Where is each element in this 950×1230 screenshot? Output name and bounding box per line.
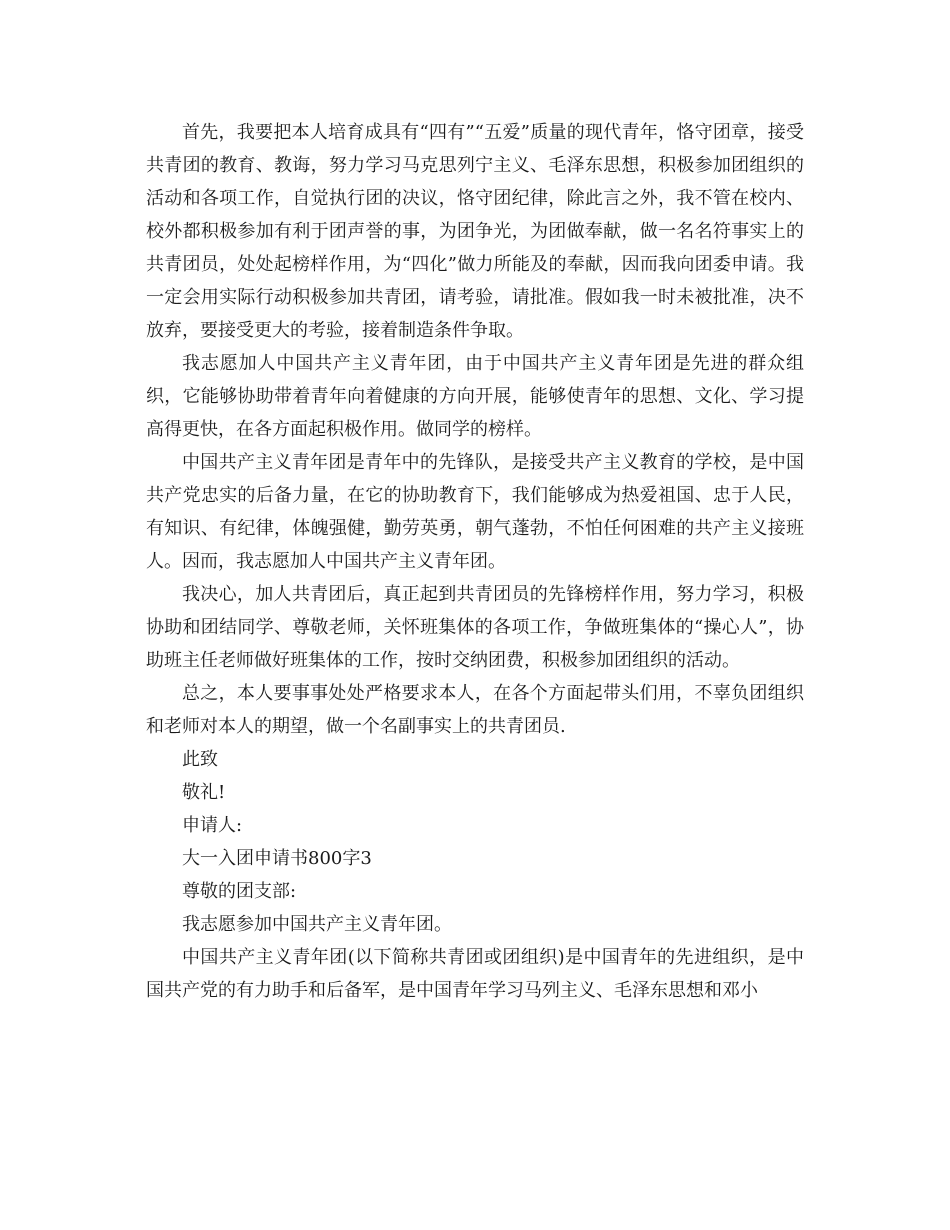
paragraph-final: 中国共产主义青年团(以下简称共青团或团组织)是中国青年的先进组织，是中国共产党的有力助手和后备军，是中国青年学习马列主义、毛泽东思想和邓小 bbox=[146, 947, 804, 1001]
intent-line: 我志愿参加中国共产主义青年团。 bbox=[182, 914, 452, 935]
paragraph-summary: 总之，本人要事事处处严格要求本人，在各个方面起带头们用，不辜负团组织和老师对本人的期望，做一个名副事实上的共青团员. bbox=[146, 683, 804, 737]
section-title: 大一入团申请书800字3 bbox=[182, 848, 372, 869]
paragraph-commitment: 首先，我要把本人培育成具有“四有”“五爱”质量的现代青年，恪守团章，接受共青团的教育、教诲，努力学习马克思列宁主义、毛泽东思想，积极参加团组织的活动和各项工作，自觉执行团的决议，恪守团纪律，除此言之外，我不管在校内、校外都积极参加有利于团声誉的事，为团争光，为团做奉献，做一名名符事实上的共青团员，处处起榜样作用，为“四化”做力所能及的奉献，因而我向团委申请。我一定会用实际行动积极参加共青团，请考验，请批准。假如我一时未被批准，决不放弃，要接受更大的考验，接着制造条件争取。 bbox=[146, 122, 804, 341]
closing-line: 此致 bbox=[182, 749, 218, 770]
paragraph-volunteer: 我志愿加人中国共产主义青年团，由于中国共产主义青年团是先进的群众组织，它能够协助带着青年向着健康的方向开展，能够使青年的思想、文化、学习提高得更快，在各方面起积极作用。做同学的榜样。 bbox=[146, 353, 804, 440]
applicant-line: 申请人: bbox=[182, 815, 243, 836]
paragraph-vanguard: 中国共产主义青年团是青年中的先锋队，是接受共产主义教育的学校，是中国共产党忠实的后备力量，在它的协助教育下，我们能够成为热爱祖国、忠于人民，有知识、有纪律，体魄强健，勤劳英勇，朝气蓬勃，不怕任何困难的共产主义接班人。因而，我志愿加人中国共产主义青年团。 bbox=[146, 452, 804, 572]
greeting-line: 尊敬的团支部: bbox=[182, 881, 297, 902]
paragraph-resolve: 我决心，加人共青团后，真正起到共青团员的先锋榜样作用，努力学习，积极协助和团结同学、尊敬老师，关怀班集体的各项工作，争做班集体的“操心人”，协助班主任老师做好班集体的工作，按时交纳团费，积极参加团组织的活动。 bbox=[146, 584, 804, 671]
salute-line: 敬礼! bbox=[182, 782, 226, 803]
document-body bbox=[146, 116, 804, 1007]
